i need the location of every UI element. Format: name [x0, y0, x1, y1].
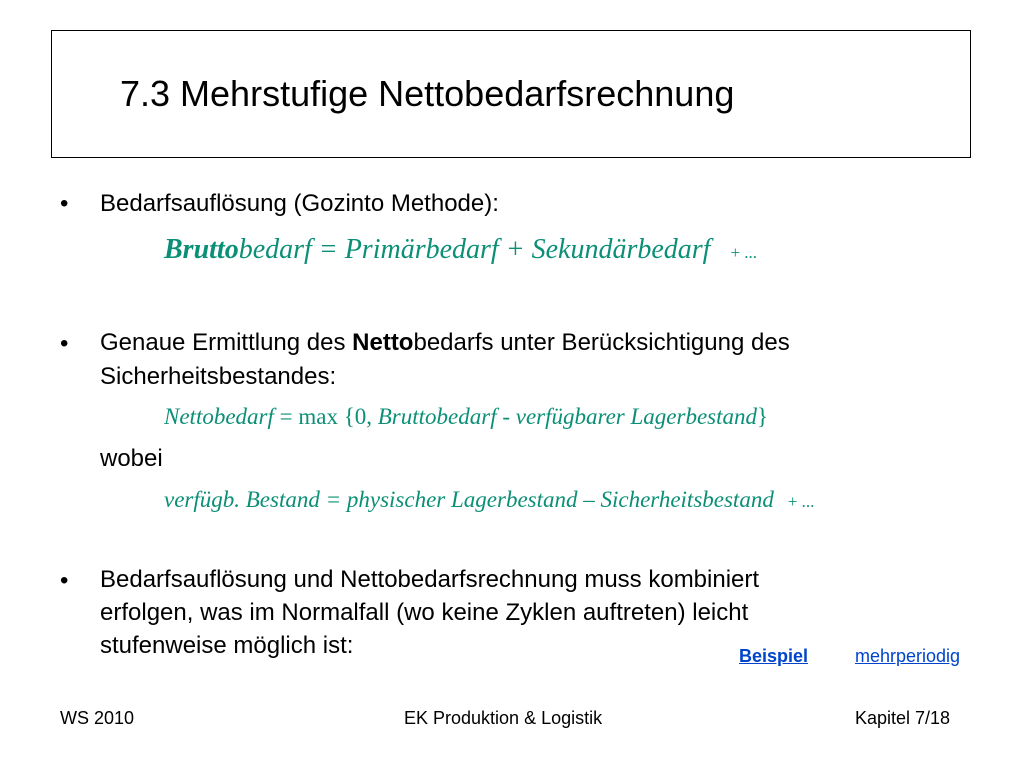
bullet-2-line-1	[100, 326, 790, 360]
footer-page-number: Kapitel 7/18	[855, 708, 951, 728]
bestand-formula	[164, 487, 814, 513]
nettobedarf-formula	[164, 404, 768, 430]
bullet-1: •	[60, 190, 69, 217]
formula-netto-part4: }	[757, 404, 769, 429]
formula-netto-part3: Bruttobedarf - verfügbarer Lagerbestand	[377, 404, 758, 429]
bullet-1-text: Bedarfsauflösung (Gozinto Methode):	[100, 190, 499, 217]
bullet-3-line-2: erfolgen, was im Normalfall (wo keine Zyklen auftreten) leicht	[100, 599, 749, 626]
bullet-2-pre: Genaue Ermittlung des	[100, 329, 353, 356]
bullet-2-post: bedarfs unter Berücksichtigung des	[413, 329, 790, 356]
wobei-label: wobei	[100, 445, 163, 472]
bullet-2-netto-bold: Netto	[352, 329, 414, 356]
formula-brutto-rest: bedarf = Primärbedarf + Sekundärbedarf	[238, 234, 711, 265]
bruttobedarf-formula	[164, 234, 757, 266]
formula-bestand-main: verfügb. Bestand = physischer Lagerbestand – Sicherheitsbestand	[164, 487, 774, 512]
bullet-2-line-2: Sicherheitsbestandes:	[100, 363, 337, 390]
bullet-3-line-1: Bedarfsauflösung und Nettobedarfsrechnung muss kombiniert	[100, 566, 760, 593]
mehrperiodig-link[interactable]: mehrperiodig	[855, 646, 961, 666]
formula-netto-part1: Nettobedarf	[164, 404, 274, 429]
beispiel-link[interactable]: Beispiel	[739, 646, 809, 666]
footer-course: EK Produktion & Logistik	[404, 708, 603, 728]
formula-bestand-suffix: + ...	[787, 492, 815, 511]
slide-title: 7.3 Mehrstufige Nettobedarfsrechnung	[120, 73, 735, 114]
formula-brutto-bold: Brutto	[164, 234, 239, 265]
bullet-2: •	[60, 330, 69, 357]
formula-brutto-suffix: + ...	[730, 243, 758, 262]
footer-semester: WS 2010	[60, 708, 135, 728]
bullet-3-line-3: stufenweise möglich ist:	[100, 632, 354, 659]
bullet-3: •	[60, 567, 69, 594]
formula-netto-part2: = max {0,	[273, 404, 378, 429]
